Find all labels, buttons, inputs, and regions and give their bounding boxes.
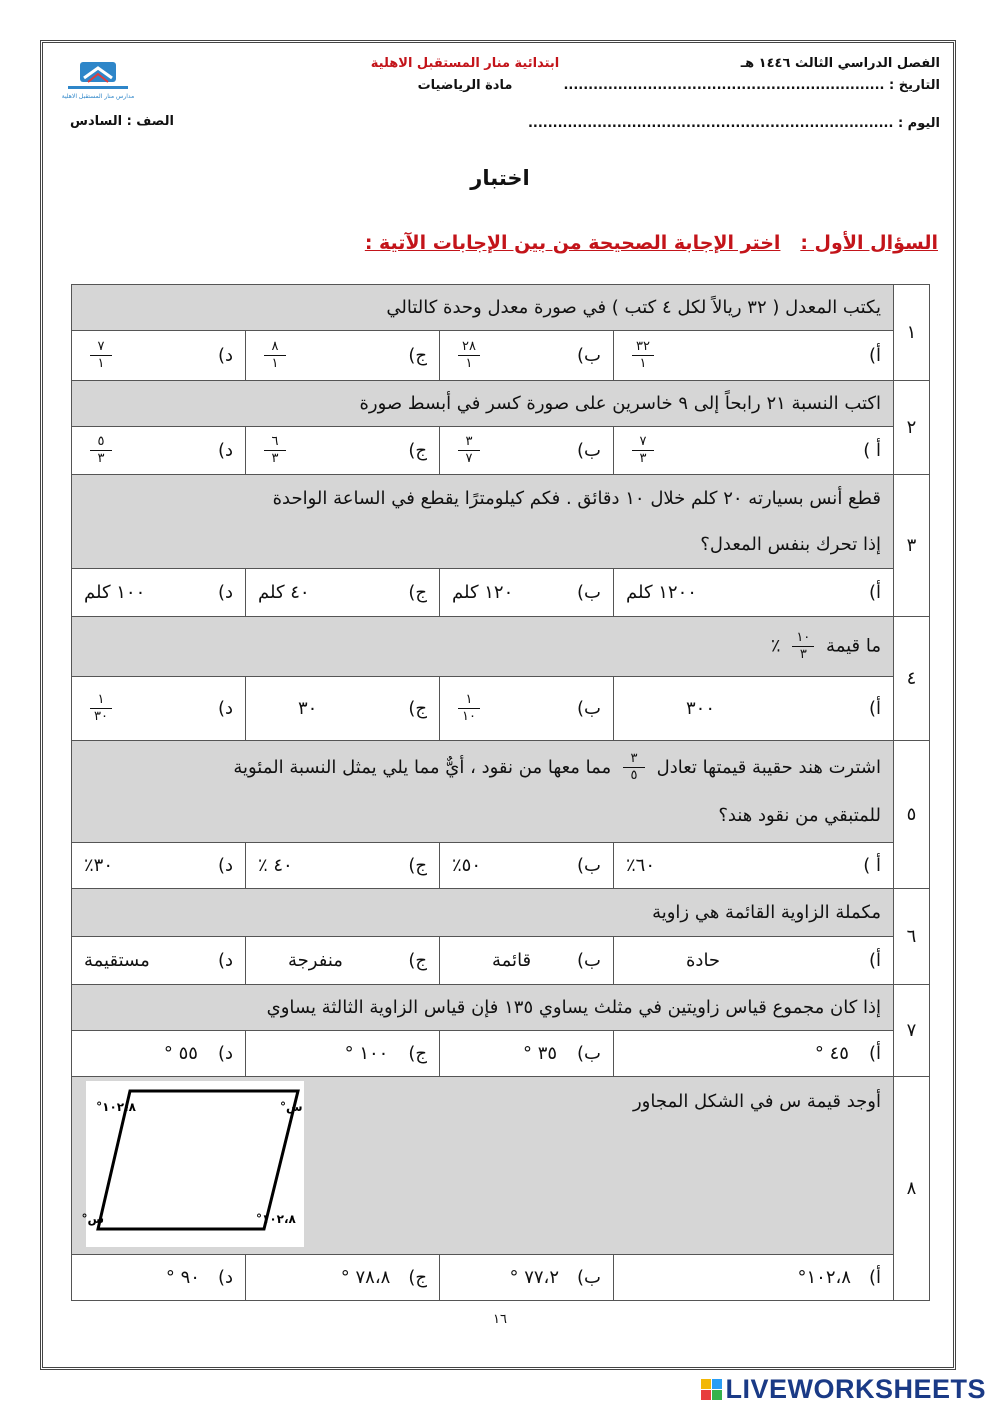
question-number: ١ [894, 285, 930, 381]
grade-label: الصف : السادس [70, 114, 174, 129]
fraction-denominator: ٣ [97, 451, 105, 466]
page-title: اختبار [470, 166, 530, 190]
question-text: مكملة الزاوية القائمة هي زاوية [72, 889, 894, 937]
fraction [264, 340, 286, 371]
option-value: ١٠٠ ° [344, 1043, 389, 1064]
school-name: ابتدائية منار المستقبل الاهلية [370, 56, 560, 71]
question-text [72, 617, 894, 677]
option-a[interactable] [614, 331, 894, 381]
option-value: ٣٠٠ [686, 698, 716, 719]
option-letter: د) [217, 855, 233, 876]
option-letter: أ) [868, 698, 881, 719]
question-6 [72, 889, 930, 937]
angle-label-top-right: س° [280, 1100, 303, 1114]
question-line-2: للمتبقي من نقود هند؟ [718, 804, 881, 826]
question-text: إذا كان مجموع قياس زاويتين في مثلث يساوي ١٣٥ فإن قياس الزاوية الثالثة يساوي [72, 985, 894, 1031]
option-value: ١٠٠ كلم [84, 582, 146, 603]
fraction-denominator: ٣ [799, 647, 807, 662]
option-letter: ج) [408, 855, 427, 876]
option-value: منفرجة [288, 950, 343, 971]
option-b[interactable] [440, 843, 614, 889]
option-letter: أ) [868, 582, 881, 603]
options-row [72, 677, 930, 741]
date-label: التاريخ : ................................................................. [563, 78, 940, 93]
option-c[interactable] [246, 843, 440, 889]
option-value: ٤٠ كلم [258, 582, 310, 603]
option-letter: د) [217, 345, 233, 366]
question-number: ٥ [894, 741, 930, 889]
fraction-denominator: ١ [271, 356, 279, 371]
option-a[interactable] [614, 937, 894, 985]
option-letter: د) [217, 582, 233, 603]
question-line-2: إذا تحرك بنفس المعدل؟ [700, 533, 881, 555]
section-heading [365, 232, 938, 254]
section-label: السؤال الأول : [800, 232, 938, 254]
fraction [623, 752, 645, 783]
option-d[interactable] [72, 1255, 246, 1301]
option-letter: ج) [408, 950, 427, 971]
question-text-pre: ما قيمة [826, 635, 881, 657]
option-letter: أ) [868, 345, 881, 366]
option-letter: د) [217, 698, 233, 719]
subject-name: مادة الرياضيات [417, 78, 513, 93]
question-number: ٤ [894, 617, 930, 741]
page-number: ١٦ [493, 1312, 507, 1327]
question-2 [72, 381, 930, 427]
option-b[interactable] [440, 427, 614, 475]
option-b[interactable] [440, 569, 614, 617]
fraction-numerator: ٥ [90, 435, 112, 451]
option-letter: ج) [408, 440, 427, 461]
fraction-numerator: ٦ [264, 435, 286, 451]
angle-label-bottom-right: ١٠٢،٨° [256, 1212, 296, 1226]
option-a[interactable] [614, 843, 894, 889]
fraction-denominator: ٧ [465, 451, 473, 466]
option-letter: ب) [577, 345, 601, 366]
option-letter: ج) [408, 698, 427, 719]
fraction-denominator: ٣٠ [94, 709, 108, 724]
question-text-post: ٪ [770, 635, 781, 657]
options-row [72, 1255, 930, 1301]
question-1 [72, 285, 930, 331]
option-value: ٣٠ [298, 698, 318, 719]
day-label: اليوم : .......................................................................... [527, 116, 940, 131]
option-b[interactable] [440, 1255, 614, 1301]
fraction-numerator: ١ [90, 693, 112, 709]
option-value: ٤٥ ° [814, 1043, 849, 1064]
parallelogram-figure [81, 1081, 304, 1247]
question-number: ٦ [894, 889, 930, 985]
option-d[interactable] [72, 677, 246, 741]
option-a[interactable] [614, 1255, 894, 1301]
fraction-denominator: ١ [639, 356, 647, 371]
question-number: ٧ [894, 985, 930, 1077]
option-value: ٥٥ ° [163, 1043, 198, 1064]
fraction-denominator: ٥ [630, 768, 638, 783]
question-text [72, 475, 894, 569]
option-letter: ج) [408, 345, 427, 366]
question-4 [72, 617, 930, 677]
option-value: ٩٠ ° [165, 1267, 200, 1288]
question-7 [72, 985, 930, 1031]
option-d[interactable] [72, 569, 246, 617]
question-line-1: قطع أنس بسيارته ٢٠ كلم خلال ١٠ دقائق . فكم كيلومترًا يقطع في الساعة الواحدة [272, 487, 881, 509]
fraction [632, 340, 654, 371]
option-letter: ب) [577, 950, 601, 971]
option-b[interactable] [440, 677, 614, 741]
option-letter: د) [217, 1043, 233, 1064]
question-text: يكتب المعدل ( ٣٢ ريالاً لكل ٤ كتب ) في صورة معدل وحدة كالتالي [72, 285, 894, 331]
question-number: ٣ [894, 475, 930, 617]
option-letter: ج) [408, 1043, 427, 1064]
fraction [792, 631, 814, 662]
option-d[interactable] [72, 427, 246, 475]
option-c[interactable] [246, 1255, 440, 1301]
fraction [90, 435, 112, 466]
option-c[interactable] [246, 569, 440, 617]
option-letter: أ) [868, 1043, 881, 1064]
logo-text: مدارس منار المستقبل الاهلية [61, 93, 135, 100]
fraction [90, 340, 112, 371]
option-value: حادة [686, 950, 721, 971]
fraction-numerator: ١٠ [792, 631, 814, 647]
option-c[interactable] [246, 677, 440, 741]
option-value: ٦٠٪ [626, 855, 656, 876]
fraction-denominator: ١٠ [462, 709, 476, 724]
options-row [72, 331, 930, 381]
question-text [72, 741, 894, 843]
fraction-numerator: ٣ [623, 752, 645, 768]
options-row [72, 427, 930, 475]
fraction-numerator: ٢٨ [458, 340, 480, 356]
question-text-content: أوجد قيمة س في الشكل المجاور [632, 1091, 881, 1112]
question-5 [72, 741, 930, 843]
fraction [458, 340, 480, 371]
question-number: ٨ [894, 1077, 930, 1301]
fraction-denominator: ٣ [639, 451, 647, 466]
fraction-denominator: ١ [97, 356, 105, 371]
option-value: ٧٧،٢ ° [509, 1267, 560, 1288]
option-letter: د) [217, 950, 233, 971]
question-line-1 [84, 744, 881, 792]
option-c[interactable] [246, 427, 440, 475]
option-d[interactable] [72, 843, 246, 889]
option-value: ٣٠٪ [84, 855, 114, 876]
fraction [90, 693, 112, 724]
option-letter: أ ) [863, 855, 881, 876]
option-letter: ج) [408, 1267, 427, 1288]
question-8 [72, 1077, 930, 1255]
option-value: ١٢٠ كلم [452, 582, 514, 603]
fraction [632, 435, 654, 466]
fraction-numerator: ٨ [264, 340, 286, 356]
fraction-numerator: ١ [458, 693, 480, 709]
option-letter: ب) [577, 698, 601, 719]
question-text-post: مما معها من نقود ، أيٌّ مما يلي يمثل النسبة المئوية [233, 756, 612, 778]
section-instruction: اختر الإجابة الصحيحة من بين الإجابات الآتية : [364, 232, 781, 254]
fraction-denominator: ٣ [271, 451, 279, 466]
option-letter: أ ) [863, 440, 881, 461]
option-letter: د) [217, 440, 233, 461]
option-letter: أ) [868, 950, 881, 971]
option-c[interactable] [246, 937, 440, 985]
option-d[interactable] [72, 1031, 246, 1077]
options-row [72, 843, 930, 889]
options-row [72, 1031, 930, 1077]
option-value: مستقيمة [84, 950, 150, 971]
option-value: ٥٠٪ [452, 855, 482, 876]
fraction [458, 435, 480, 466]
option-d[interactable] [72, 937, 246, 985]
option-letter: أ) [868, 1267, 881, 1288]
semester-label: الفصل الدراسي الثالث ١٤٤٦ هـ [740, 56, 940, 71]
fraction-numerator: ٧ [90, 340, 112, 356]
options-row [72, 937, 930, 985]
option-letter: ب) [577, 855, 601, 876]
option-value: ٣٥ ° [522, 1043, 558, 1064]
option-letter: ج) [408, 582, 427, 603]
option-letter: ب) [577, 1267, 601, 1288]
option-value: قائمة [492, 950, 532, 971]
fraction-numerator: ٣ [458, 435, 480, 451]
question-number: ٢ [894, 381, 930, 475]
fraction [264, 435, 286, 466]
option-a[interactable] [614, 677, 894, 741]
fraction-numerator: ٣٢ [632, 340, 654, 356]
question-text: اكتب النسبة ٢١ رابحاً إلى ٩ خاسرين على صورة كسر في أبسط صورة [72, 381, 894, 427]
angle-label-top-left: ١٠٢،٨° [96, 1100, 136, 1114]
option-a[interactable] [614, 427, 894, 475]
option-letter: ب) [577, 1043, 601, 1064]
liveworksheets-logo-icon [701, 1379, 722, 1400]
fraction-denominator: ١ [465, 356, 473, 371]
question-text-pre: اشترت هند حقيبة قيمتها تعادل [656, 756, 881, 778]
option-d[interactable] [72, 331, 246, 381]
fraction [458, 693, 480, 724]
liveworksheets-watermark[interactable] [701, 1374, 986, 1405]
option-value: ٤٠ ٪ [258, 855, 293, 876]
option-letter: د) [217, 1267, 233, 1288]
option-b[interactable] [440, 937, 614, 985]
option-c[interactable] [246, 1031, 440, 1077]
option-a[interactable] [614, 569, 894, 617]
option-b[interactable] [440, 331, 614, 381]
question-3 [72, 475, 930, 569]
option-letter: ب) [577, 582, 601, 603]
option-value: ١٠٢،٨° [797, 1267, 851, 1288]
option-value: ٧٨،٨ ° [340, 1267, 391, 1288]
questions-table [71, 284, 930, 1301]
question-text [72, 1077, 894, 1255]
options-row [72, 569, 930, 617]
option-c[interactable] [246, 331, 440, 381]
option-value: ١٢٠٠ كلم [626, 582, 697, 603]
liveworksheets-text: LIVEWORKSHEETS [725, 1374, 986, 1404]
option-letter: ب) [577, 440, 601, 461]
option-b[interactable] [440, 1031, 614, 1077]
option-a[interactable] [614, 1031, 894, 1077]
fraction-numerator: ٧ [632, 435, 654, 451]
angle-label-bottom-left: س° [81, 1212, 104, 1226]
